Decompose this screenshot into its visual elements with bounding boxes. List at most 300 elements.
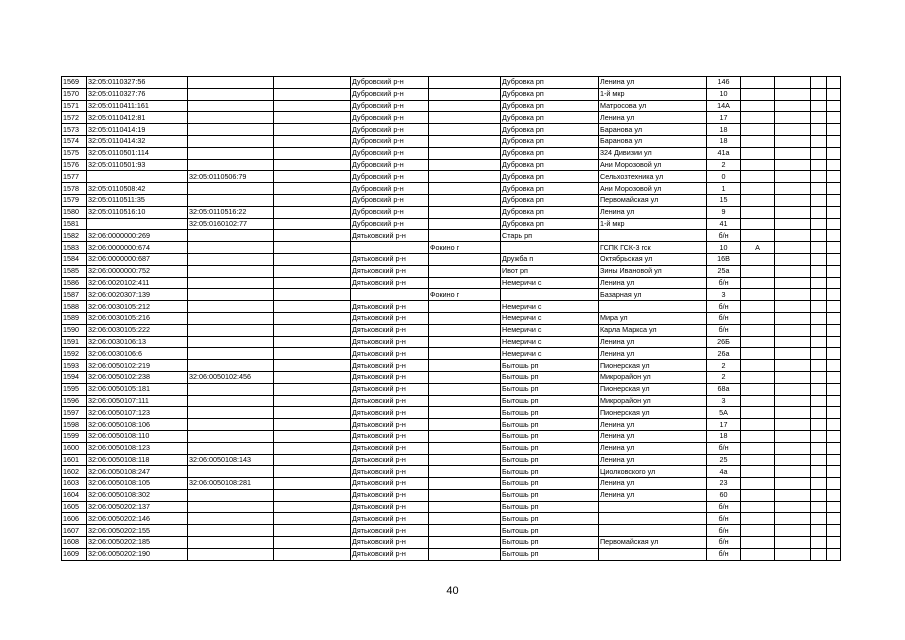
row-number-cell: 1570 (62, 88, 87, 100)
empty-cell-cell (274, 442, 351, 454)
parent-cadastral-number-cell (188, 312, 274, 324)
parent-cadastral-number-cell (188, 100, 274, 112)
house-number-cell: 16В (707, 253, 741, 265)
empty-cell-cell (274, 171, 351, 183)
empty-cell-cell (274, 230, 351, 242)
table-row (62, 159, 841, 171)
settlement-cell: Дружба п (501, 253, 599, 265)
street-cell: Ленина ул (599, 112, 707, 124)
empty-cell-cell (775, 88, 811, 100)
row-number-cell: 1574 (62, 135, 87, 147)
settlement-cell: Ивот рп (501, 265, 599, 277)
empty-cell-cell (274, 218, 351, 230)
street-cell: Циолковского ул (599, 466, 707, 478)
street-cell: Базарная ул (599, 289, 707, 301)
cadastral-number-cell: 32:06:0050108:247 (87, 466, 188, 478)
street-cell: Ленина ул (599, 454, 707, 466)
parent-cadastral-number-cell (188, 537, 274, 549)
house-number-cell: 26а (707, 348, 741, 360)
house-number-cell: б/н (707, 442, 741, 454)
row-number-cell: 1588 (62, 301, 87, 313)
city-cell (429, 124, 501, 136)
table-row (62, 112, 841, 124)
letter-cell (741, 430, 775, 442)
table-row (62, 289, 841, 301)
cadastral-number-cell: 32:05:0110501:114 (87, 147, 188, 159)
empty-cell-cell (811, 360, 827, 372)
empty-cell-cell (775, 383, 811, 395)
empty-cell-cell (274, 395, 351, 407)
settlement-cell: Бытошь рп (501, 513, 599, 525)
empty-cell-cell (274, 478, 351, 490)
city-cell (429, 454, 501, 466)
empty-cell-cell (274, 124, 351, 136)
settlement-cell: Немеричи с (501, 336, 599, 348)
street-cell: Ленина ул (599, 442, 707, 454)
empty-cell-cell (274, 159, 351, 171)
district-cell (351, 242, 429, 254)
table-row (62, 466, 841, 478)
cadastral-number-cell: 32:06:0050107:123 (87, 407, 188, 419)
row-number-cell: 1587 (62, 289, 87, 301)
row-number-cell: 1598 (62, 419, 87, 431)
house-number-cell: 2 (707, 159, 741, 171)
city-cell (429, 100, 501, 112)
district-cell: Дубровский р-н (351, 159, 429, 171)
cadastral-number-cell: 32:05:0110414:19 (87, 124, 188, 136)
empty-cell-cell (827, 77, 841, 89)
city-cell (429, 548, 501, 560)
city-cell (429, 253, 501, 265)
empty-cell-cell (775, 242, 811, 254)
parent-cadastral-number-cell (188, 230, 274, 242)
house-number-cell: 17 (707, 112, 741, 124)
table-row (62, 395, 841, 407)
cadastral-number-cell (87, 218, 188, 230)
parent-cadastral-number-cell (188, 159, 274, 171)
empty-cell-cell (775, 77, 811, 89)
house-number-cell: 1 (707, 183, 741, 195)
city-cell (429, 360, 501, 372)
empty-cell-cell (827, 289, 841, 301)
empty-cell-cell (775, 360, 811, 372)
empty-cell-cell (274, 277, 351, 289)
settlement-cell: Бытошь рп (501, 430, 599, 442)
house-number-cell: 9 (707, 206, 741, 218)
empty-cell-cell (827, 112, 841, 124)
city-cell (429, 312, 501, 324)
cadastral-number-cell: 32:06:0050108:118 (87, 454, 188, 466)
letter-cell (741, 466, 775, 478)
street-cell: Ленина ул (599, 348, 707, 360)
parent-cadastral-number-cell (188, 242, 274, 254)
table-row (62, 537, 841, 549)
cadastral-number-cell: 32:06:0030105:216 (87, 312, 188, 324)
letter-cell (741, 135, 775, 147)
empty-cell-cell (827, 501, 841, 513)
cadastral-number-cell: 32:06:0050108:105 (87, 478, 188, 490)
parent-cadastral-number-cell (188, 513, 274, 525)
table-row (62, 336, 841, 348)
empty-cell-cell (775, 171, 811, 183)
parent-cadastral-number-cell (188, 360, 274, 372)
table-row (62, 183, 841, 195)
cadastral-number-cell: 32:06:0030106:13 (87, 336, 188, 348)
parent-cadastral-number-cell (188, 395, 274, 407)
street-cell (599, 230, 707, 242)
empty-cell-cell (274, 242, 351, 254)
empty-cell-cell (775, 407, 811, 419)
street-cell: Микрорайон ул (599, 371, 707, 383)
cadastral-number-cell: 32:05:0110516:10 (87, 206, 188, 218)
city-cell (429, 525, 501, 537)
property-register-table (61, 76, 841, 561)
house-number-cell: 26Б (707, 336, 741, 348)
empty-cell-cell (775, 124, 811, 136)
empty-cell-cell (775, 218, 811, 230)
street-cell: Ленина ул (599, 419, 707, 431)
settlement-cell: Немеричи с (501, 312, 599, 324)
district-cell: Дубровский р-н (351, 194, 429, 206)
district-cell: Дубровский р-н (351, 183, 429, 195)
city-cell (429, 501, 501, 513)
cadastral-number-cell: 32:05:0110511:35 (87, 194, 188, 206)
house-number-cell: 41 (707, 218, 741, 230)
street-cell: Ленина ул (599, 77, 707, 89)
table-row (62, 383, 841, 395)
cadastral-number-cell: 32:06:0050202:155 (87, 525, 188, 537)
city-cell (429, 478, 501, 490)
parent-cadastral-number-cell (188, 419, 274, 431)
empty-cell-cell (274, 147, 351, 159)
parent-cadastral-number-cell (188, 489, 274, 501)
settlement-cell: Дубровка рп (501, 147, 599, 159)
row-number-cell: 1573 (62, 124, 87, 136)
house-number-cell: 68а (707, 383, 741, 395)
street-cell (599, 548, 707, 560)
empty-cell-cell (775, 159, 811, 171)
street-cell (599, 301, 707, 313)
street-cell (599, 501, 707, 513)
empty-cell-cell (274, 301, 351, 313)
empty-cell-cell (811, 253, 827, 265)
empty-cell-cell (811, 454, 827, 466)
street-cell: Матросова ул (599, 100, 707, 112)
empty-cell-cell (827, 419, 841, 431)
district-cell: Дубровский р-н (351, 171, 429, 183)
row-number-cell: 1581 (62, 218, 87, 230)
table-row (62, 135, 841, 147)
street-cell: Ани Морозовой ул (599, 159, 707, 171)
table-row (62, 301, 841, 313)
row-number-cell: 1578 (62, 183, 87, 195)
empty-cell-cell (811, 301, 827, 313)
parent-cadastral-number-cell (188, 265, 274, 277)
empty-cell-cell (775, 489, 811, 501)
empty-cell-cell (827, 171, 841, 183)
table-row (62, 194, 841, 206)
empty-cell-cell (274, 112, 351, 124)
cadastral-number-cell: 32:06:0000000:269 (87, 230, 188, 242)
row-number-cell: 1569 (62, 77, 87, 89)
house-number-cell: 18 (707, 124, 741, 136)
empty-cell-cell (827, 548, 841, 560)
empty-cell-cell (827, 253, 841, 265)
house-number-cell: б/н (707, 537, 741, 549)
district-cell: Дятьковский р-н (351, 501, 429, 513)
house-number-cell: 0 (707, 171, 741, 183)
empty-cell-cell (827, 124, 841, 136)
city-cell (429, 230, 501, 242)
empty-cell-cell (827, 277, 841, 289)
empty-cell-cell (827, 301, 841, 313)
cadastral-number-cell: 32:05:0110412:81 (87, 112, 188, 124)
parent-cadastral-number-cell (188, 301, 274, 313)
empty-cell-cell (775, 395, 811, 407)
empty-cell-cell (827, 147, 841, 159)
parent-cadastral-number-cell (188, 253, 274, 265)
city-cell (429, 206, 501, 218)
district-cell: Дятьковский р-н (351, 371, 429, 383)
empty-cell-cell (827, 360, 841, 372)
table-row (62, 277, 841, 289)
letter-cell (741, 442, 775, 454)
empty-cell-cell (274, 407, 351, 419)
parent-cadastral-number-cell: 32:06:0050108:143 (188, 454, 274, 466)
table-row (62, 147, 841, 159)
house-number-cell: 25 (707, 454, 741, 466)
empty-cell-cell (827, 312, 841, 324)
empty-cell-cell (274, 265, 351, 277)
table-row (62, 124, 841, 136)
settlement-cell: Дубровка рп (501, 206, 599, 218)
settlement-cell: Бытошь рп (501, 537, 599, 549)
empty-cell-cell (775, 336, 811, 348)
settlement-cell: Бытошь рп (501, 419, 599, 431)
row-number-cell: 1601 (62, 454, 87, 466)
city-cell (429, 395, 501, 407)
settlement-cell: Дубровка рп (501, 183, 599, 195)
empty-cell-cell (274, 419, 351, 431)
letter-cell (741, 159, 775, 171)
letter-cell (741, 537, 775, 549)
street-cell: Ленина ул (599, 336, 707, 348)
parent-cadastral-number-cell (188, 466, 274, 478)
district-cell: Дубровский р-н (351, 135, 429, 147)
table-row (62, 348, 841, 360)
empty-cell-cell (827, 383, 841, 395)
settlement-cell (501, 242, 599, 254)
empty-cell-cell (827, 442, 841, 454)
row-number-cell: 1571 (62, 100, 87, 112)
settlement-cell: Дубровка рп (501, 218, 599, 230)
settlement-cell: Бытошь рп (501, 489, 599, 501)
empty-cell-cell (811, 348, 827, 360)
settlement-cell: Дубровка рп (501, 159, 599, 171)
empty-cell-cell (274, 253, 351, 265)
street-cell: Ленина ул (599, 478, 707, 490)
parent-cadastral-number-cell (188, 442, 274, 454)
empty-cell-cell (827, 218, 841, 230)
settlement-cell (501, 289, 599, 301)
parent-cadastral-number-cell (188, 324, 274, 336)
house-number-cell: 10 (707, 242, 741, 254)
empty-cell-cell (274, 336, 351, 348)
empty-cell-cell (775, 194, 811, 206)
house-number-cell: 18 (707, 135, 741, 147)
street-cell: 1-й мкр (599, 218, 707, 230)
letter-cell (741, 147, 775, 159)
empty-cell-cell (775, 230, 811, 242)
settlement-cell: Бытошь рп (501, 383, 599, 395)
city-cell (429, 277, 501, 289)
row-number-cell: 1579 (62, 194, 87, 206)
letter-cell (741, 206, 775, 218)
table-row (62, 548, 841, 560)
city-cell (429, 407, 501, 419)
empty-cell-cell (274, 289, 351, 301)
city-cell (429, 88, 501, 100)
table-row (62, 360, 841, 372)
empty-cell-cell (274, 194, 351, 206)
table-row (62, 525, 841, 537)
empty-cell-cell (827, 135, 841, 147)
empty-cell-cell (811, 242, 827, 254)
house-number-cell: 18 (707, 430, 741, 442)
district-cell: Дятьковский р-н (351, 324, 429, 336)
parent-cadastral-number-cell (188, 147, 274, 159)
letter-cell (741, 289, 775, 301)
empty-cell-cell (811, 336, 827, 348)
parent-cadastral-number-cell: 32:06:0050108:281 (188, 478, 274, 490)
settlement-cell: Дубровка рп (501, 135, 599, 147)
district-cell: Дятьковский р-н (351, 265, 429, 277)
cadastral-number-cell: 32:06:0050202:137 (87, 501, 188, 513)
empty-cell-cell (811, 277, 827, 289)
letter-cell (741, 77, 775, 89)
settlement-cell: Дубровка рп (501, 77, 599, 89)
house-number-cell: 60 (707, 489, 741, 501)
city-cell (429, 147, 501, 159)
city-cell (429, 489, 501, 501)
row-number-cell: 1605 (62, 501, 87, 513)
cadastral-number-cell: 32:05:0110501:93 (87, 159, 188, 171)
table-row (62, 77, 841, 89)
empty-cell-cell (811, 100, 827, 112)
parent-cadastral-number-cell (188, 548, 274, 560)
district-cell: Дубровский р-н (351, 147, 429, 159)
city-cell (429, 466, 501, 478)
district-cell: Дятьковский р-н (351, 277, 429, 289)
city-cell (429, 348, 501, 360)
row-number-cell: 1582 (62, 230, 87, 242)
district-cell: Дятьковский р-н (351, 513, 429, 525)
district-cell: Дубровский р-н (351, 88, 429, 100)
empty-cell-cell (775, 100, 811, 112)
letter-cell (741, 194, 775, 206)
table-row (62, 454, 841, 466)
empty-cell-cell (775, 277, 811, 289)
city-cell (429, 371, 501, 383)
cadastral-number-cell: 32:06:0050202:190 (87, 548, 188, 560)
city-cell: Фокино г (429, 289, 501, 301)
empty-cell-cell (811, 501, 827, 513)
row-number-cell: 1595 (62, 383, 87, 395)
city-cell (429, 77, 501, 89)
house-number-cell: 3 (707, 395, 741, 407)
cadastral-number-cell: 32:06:0000000:674 (87, 242, 188, 254)
street-cell: Мира ул (599, 312, 707, 324)
district-cell: Дятьковский р-н (351, 336, 429, 348)
row-number-cell: 1599 (62, 430, 87, 442)
row-number-cell: 1577 (62, 171, 87, 183)
house-number-cell: 3 (707, 289, 741, 301)
empty-cell-cell (827, 336, 841, 348)
empty-cell-cell (274, 454, 351, 466)
house-number-cell: б/н (707, 277, 741, 289)
table-row (62, 171, 841, 183)
empty-cell-cell (775, 430, 811, 442)
house-number-cell: 5А (707, 407, 741, 419)
empty-cell-cell (274, 430, 351, 442)
letter-cell (741, 301, 775, 313)
letter-cell (741, 360, 775, 372)
street-cell: Ани Морозовой ул (599, 183, 707, 195)
house-number-cell: б/н (707, 548, 741, 560)
house-number-cell: б/н (707, 312, 741, 324)
empty-cell-cell (775, 442, 811, 454)
cadastral-number-cell: 32:05:0110414:32 (87, 135, 188, 147)
city-cell (429, 194, 501, 206)
street-cell: Первомайская ул (599, 537, 707, 549)
empty-cell-cell (775, 147, 811, 159)
cadastral-number-cell: 32:06:0050108:123 (87, 442, 188, 454)
cadastral-number-cell: 32:06:0000000:687 (87, 253, 188, 265)
parent-cadastral-number-cell: 32:05:0160102:77 (188, 218, 274, 230)
row-number-cell: 1593 (62, 360, 87, 372)
house-number-cell: 146 (707, 77, 741, 89)
street-cell: Пионерская ул (599, 360, 707, 372)
city-cell (429, 159, 501, 171)
row-number-cell: 1576 (62, 159, 87, 171)
settlement-cell: Бытошь рп (501, 548, 599, 560)
letter-cell (741, 513, 775, 525)
empty-cell-cell (811, 230, 827, 242)
settlement-cell: Немеричи с (501, 301, 599, 313)
letter-cell (741, 324, 775, 336)
row-number-cell: 1589 (62, 312, 87, 324)
letter-cell (741, 395, 775, 407)
house-number-cell: 41а (707, 147, 741, 159)
empty-cell-cell (811, 324, 827, 336)
cadastral-number-cell: 32:06:0020307:139 (87, 289, 188, 301)
house-number-cell: б/н (707, 501, 741, 513)
empty-cell-cell (811, 513, 827, 525)
empty-cell-cell (811, 206, 827, 218)
empty-cell-cell (811, 548, 827, 560)
table-row (62, 489, 841, 501)
empty-cell-cell (274, 88, 351, 100)
empty-cell-cell (775, 112, 811, 124)
district-cell: Дятьковский р-н (351, 454, 429, 466)
cadastral-number-cell: 32:06:0030105:212 (87, 301, 188, 313)
empty-cell-cell (775, 348, 811, 360)
parent-cadastral-number-cell (188, 77, 274, 89)
table-row (62, 265, 841, 277)
street-cell: Ленина ул (599, 206, 707, 218)
district-cell (351, 289, 429, 301)
empty-cell-cell (811, 218, 827, 230)
